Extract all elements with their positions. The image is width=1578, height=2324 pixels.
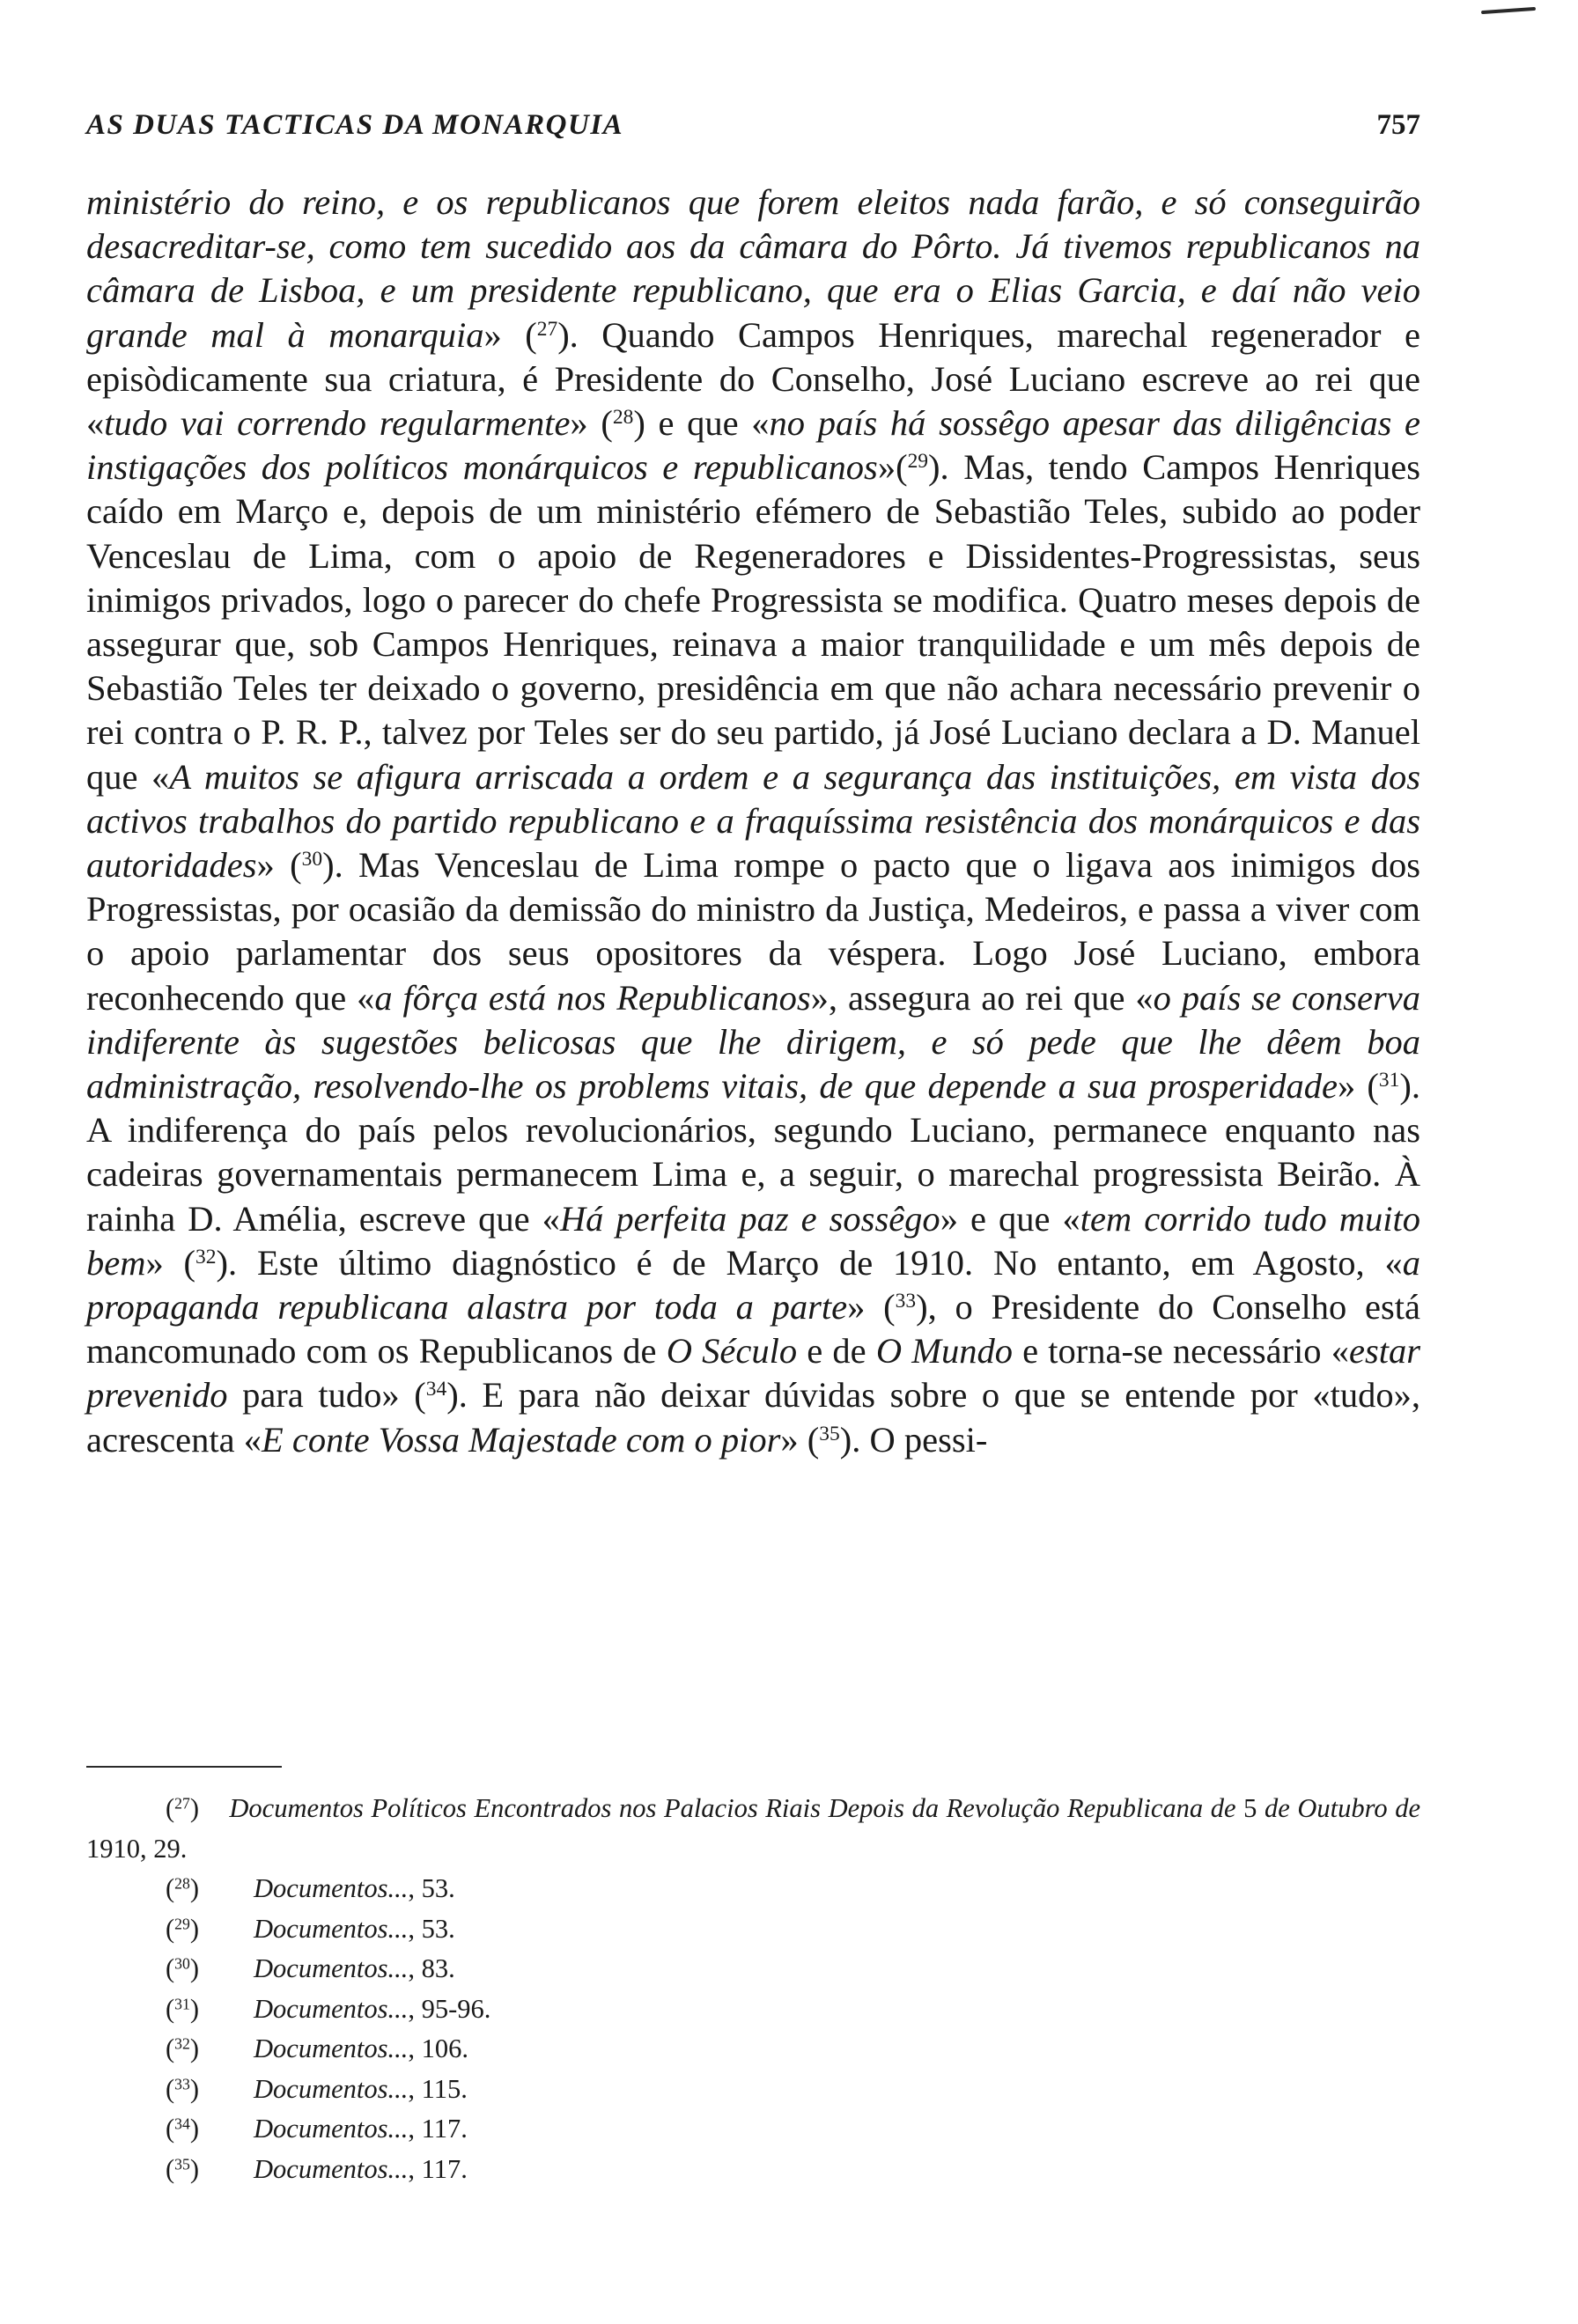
footnote-ref: 28 (612, 406, 634, 430)
footnote-pages: , 53. (408, 1913, 455, 1944)
text-run: ). Mas Venceslau de Lima rompe o pacto que o ligava aos inimigos dos Progressistas, por ocasião da demissão do ministro da Justiça, Medeiros, e passa a viver com o apoio parlamentar dos seus opositores da véspera. Logo José Luciano, embora reconhecendo que « (86, 845, 1420, 1018)
footnote-source: Documentos... (254, 2034, 409, 2063)
text-run: ), o Presidente do Conselho está mancomunado com os Republicanos de (86, 1287, 1420, 1372)
footnote-source: Documentos... (254, 2073, 409, 2104)
footnote-33: ($^{33}$) Documentos..., 115. (166, 2073, 468, 2104)
footnote-pages: , 83. (408, 1953, 455, 1983)
footnote-number: 34 (174, 2114, 190, 2133)
footnote-34: ($^{34}$) Documentos..., 117. (166, 2114, 468, 2144)
footnote-source: de Outubro de (1264, 1793, 1420, 1823)
footnote-source: Documentos... (254, 1913, 409, 1944)
quote-text: tem corrido tudo muito bem (86, 1198, 1420, 1283)
quote-text: no país há sossêgo apesar das diligências e instigações dos políticos monárquicos e republicanos (86, 403, 1420, 488)
text-run: ). Este último diagnóstico é de Março de 1910. No entanto, em Agosto, « (216, 1242, 1403, 1283)
footnote-ref: 33 (895, 1290, 917, 1313)
footnote-ref: 34 (425, 1378, 447, 1401)
footnote-ref: 27 (536, 317, 558, 341)
quote-text: A muitos se afigura arriscada a ordem e a segurança das instituições, em vista dos activos trabalhos do partido republicano e a fraquíssima resistência dos monárquicos e das autoridades (86, 756, 1420, 886)
footnote-pages: , 117. (408, 2153, 468, 2184)
footnote-pages: , 117. (408, 2114, 468, 2144)
footnote-number: 30 (174, 1954, 190, 1973)
quote-text: o país se conserva indiferente às sugestões belicosas que lhe dirigem, e só pede que lhe dêem boa administração, resolvendo-lhe os problems vitais, de que depende a sua prosperidade (86, 977, 1421, 1107)
page-number: 757 (1376, 109, 1420, 141)
footnotes (86, 1789, 1420, 2189)
footnote-28: ($^{28}$) Documentos..., 53. (166, 1873, 455, 1903)
footnote-source: Documentos... (254, 1993, 409, 2024)
text-run: ). O pessi- (839, 1419, 988, 1460)
quote-text: a propaganda republicana alastra por toda a parte (86, 1242, 1420, 1327)
footnote-ref: 32 (195, 1245, 217, 1269)
footnote-ref: 35 (819, 1422, 840, 1445)
text-run: », assegura ao rei que « (810, 977, 1154, 1018)
footnote-number: 28 (174, 1874, 190, 1893)
text-run: » ( (145, 1242, 196, 1283)
newspaper-title: O Mundo (875, 1331, 1013, 1372)
footnote-pages: , 115. (408, 2073, 468, 2104)
newspaper-title: O Século (666, 1331, 798, 1372)
footnote-pages: , 95-96. (408, 1993, 491, 2024)
footnote-31: ($^{31}$) Documentos..., 95-96. (166, 1993, 491, 2024)
main-paragraph (86, 180, 1420, 1462)
footnote-30: ($^{30}$) Documentos..., 83. (166, 1953, 455, 1983)
footnote-number: 31 (174, 1994, 190, 2012)
corner-pen-mark (1481, 7, 1536, 14)
quote-text: a fôrça está nos Republicanos (374, 977, 811, 1018)
text-run: e de (797, 1331, 876, 1372)
text-run: ). A indiferença do país pelos revolucionários, segundo Luciano, permanece enquanto nas cadeiras governamentais permanecem Lima e, a seguir, o marechal progressista Beirão. À rainha D. Amélia, escreve que « (86, 1066, 1420, 1239)
text-run: ). Mas, tendo Campos Henriques caído em Março e, depois de um ministério efémero de Sebastião Teles, subido ao poder Venceslau de Lima, com o apoio de Regeneradores e Dissidentes-Progressistas, seus inimigos privados, logo o parecer do chefe Progressista se modifica. Quatro meses depois de assegurar que, sob Campos Henriques, reinava a maior tranquilidade e um mês depois de Sebastião Teles ter deixado o governo, presidência em que não achara necessário prevenir o rei contra o P. R. P., talvez por Teles ser do seu partido, já José Luciano declara a D. Manuel que « (86, 447, 1421, 797)
quote-text: E conte Vossa Majestade com o pior (261, 1419, 781, 1460)
text-run: » ( (256, 845, 302, 886)
running-head: AS DUAS TACTICAS DA MONARQUIA (86, 109, 624, 141)
footnote-separator (86, 1766, 282, 1768)
footnote-35: ($^{35}$) Documentos..., 117. (166, 2153, 468, 2184)
text-run: para tudo» ( (227, 1375, 426, 1416)
footnote-29: ($^{29}$) Documentos..., 53. (166, 1913, 455, 1944)
footnote-source: Documentos... (254, 2153, 409, 2184)
text-run: » ( (847, 1287, 896, 1327)
text-run: ). E para não deixar dúvidas sobre o que se entende por «tudo», acrescenta « (86, 1375, 1420, 1460)
footnote-number: 29 (174, 1914, 190, 1932)
quote-text: Há perfeita paz e sossêgo (559, 1198, 940, 1239)
footnote-source: Documentos... (254, 1873, 409, 1903)
footnote-pages: , 53. (408, 1873, 455, 1903)
text-run: » (483, 314, 502, 355)
quote-text: ministério do reino, e os republicanos que forem eleitos nada farão, e só conseguirão desacreditar-se, como tem sucedido aos da câmara do Pôrto. Já tivemos republicanos na câmara de Lisboa, e um presidente republicano, que era o Elias Garcia, e daí não veio grande mal à monarquia (86, 182, 1420, 355)
text-run: » e que « (940, 1198, 1080, 1239)
footnote-source: Documentos... (254, 1953, 409, 1983)
text-run: » ( (1337, 1066, 1379, 1107)
footnote-number: 35 (174, 2154, 190, 2173)
footnote-pages: 1910, 29. (86, 1833, 188, 1864)
text-run: ( (525, 314, 537, 355)
footnote-ref: 29 (907, 450, 929, 474)
footnote-source: Documentos... (254, 2114, 409, 2144)
footnote-number: 33 (174, 2074, 190, 2092)
text-run: ). Quando Campos Henriques, marechal regenerador e episòdicamente sua criatura, é Presidente do Conselho, José Luciano escreve ao rei que « (86, 314, 1420, 444)
footnote-number-inline: 5 (1235, 1793, 1265, 1823)
footnote-ref: 30 (301, 848, 323, 872)
quote-text: tudo vai correndo regularmente (104, 403, 571, 444)
text-run: » ( (570, 403, 613, 444)
footnote-number: 32 (174, 2034, 190, 2053)
text-run: »( (877, 447, 908, 488)
footnote-source: Documentos Políticos Encontrados nos Palacios Riais Depois da Revolução Republicana de (229, 1793, 1236, 1823)
footnote-27: ($^{27}$) Documentos Políticos Encontrados nos Palacios Riais Depois da Revolução Republicana de 5 de Outubro de 1910, 29. (86, 1793, 1420, 1864)
footnote-number: 27 (174, 1794, 190, 1813)
footnote-32: ($^{32}$) Documentos..., 106. (166, 2034, 468, 2063)
quote-text: estar prevenido (86, 1331, 1420, 1416)
text-run: » ( (780, 1419, 820, 1460)
text-run: e torna-se necessário « (1012, 1331, 1349, 1372)
footnote-ref: 31 (1378, 1069, 1400, 1092)
text-run: ) e que « (633, 403, 770, 444)
footnote-pages: , 106. (408, 2034, 468, 2063)
